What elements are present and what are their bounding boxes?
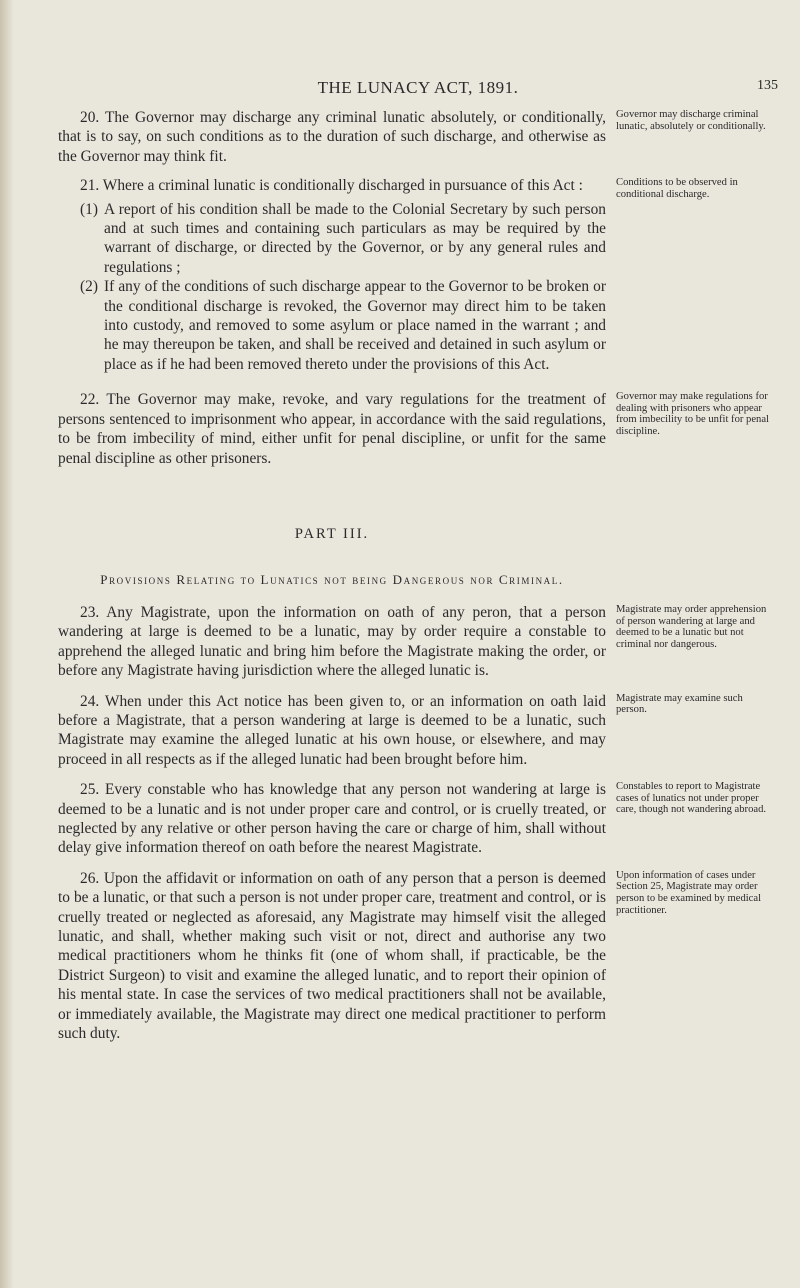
section-26	[58, 869, 778, 1044]
marginal-note: Governor may make regulations for dealing with prisoners who appear from imbecility to be unfit for penal discipline.	[616, 391, 769, 438]
section-23	[58, 603, 778, 681]
section-20	[58, 108, 778, 166]
list-item-number: (2)	[80, 278, 98, 296]
section-text: 24. When under this Act notice has been given to, or an information on oath laid before a Magistrate, that a person wandering at large is deemed to be a lunatic, such Magistrate may examine the alleged lunatic at his own house, or elsewhere, and may proceed in all respects as if the alleged lunatic had been brought before him.	[58, 692, 606, 768]
part-title: PART III.	[294, 525, 370, 542]
section-21	[58, 176, 778, 380]
marginal-note: Upon information of cases under Section 25, Magistrate may order person to be examined by medical practitioner.	[616, 869, 762, 916]
section-text: 22. The Governor may make, revoke, and vary regulations for the treatment of persons sentenced to imprisonment who appear, in accordance with the said regulations, to be from imbecility of mind, either unfit for penal discipline, or unfit for the same penal discipline as other prisoners.	[58, 391, 606, 467]
section-22	[58, 390, 778, 468]
running-title: THE LUNACY ACT, 1891.	[317, 78, 519, 97]
list-item-number: (1)	[80, 200, 98, 218]
list-item-text: A report of his condition shall be made to the Colonial Secretary by such person and at such times and containing such particulars as may be required by the warrant of discharge, or directed by the Governor, or by any general rules and regulations ;	[104, 200, 606, 276]
section-text: 25. Every constable who has knowledge that any person not wandering at large is deemed to be a lunatic and is not under proper care and control, or is cruelly treated, or neglected by any relative or other person having the care or charge of him, shall without delay give information thereof on oath before the nearest Magistrate.	[58, 781, 606, 857]
list-item-text: If any of the conditions of such discharge appear to the Governor to be broken or the conditional discharge is revoked, the Governor may direct him to be taken into custody, and removed to some asylum or place named in the warrant ; and he may thereupon be taken, and shall be received and detained in such asylum or place as if he had been removed thereto under the provisions of this Act.	[104, 278, 606, 373]
section-text: 26. Upon the affidavit or information on oath of any person that a person is deemed to be a lunatic, or that such a person is not under proper care, treatment and control, or is cruelly treated or neglected as aforesaid, any Magistrate may himself visit the alleged lunatic, and shall, whether making such visit or not, direct and authorise any two medical practitioners whom he thinks fit (one of whom shall, if practicable, be the District Surgeon) to visit and examine the alleged lunatic, and to report their opinion of his mental state. In case the services of two medical practitioners shall not be available, or immediately available, the Magistrate may direct one medical practitioner to perform such duty.	[58, 869, 606, 1043]
book-spine-shadow	[0, 0, 14, 1288]
section-24	[58, 692, 778, 770]
section-text: 23. Any Magistrate, upon the information on oath of any peron, that a person wandering at large is deemed to be a lunatic, may by order require a constable to apprehend the alleged lunatic and bring him before the Magistrate making the order, or before any Magistrate having jurisdiction where the alleged lunatic is.	[58, 603, 606, 680]
marginal-note: Conditions to be observed in conditional discharge.	[616, 177, 738, 200]
marginal-note: Constables to report to Magistrate cases of lunatics not under proper care, though not wandering abroad.	[616, 781, 767, 816]
section-text: 20. The Governor may discharge any criminal lunatic absolutely, or conditionally, that is to say, on such conditions as to the duration of such discharge, and otherwise as the Governor may think fit.	[58, 109, 606, 165]
marginal-note: Magistrate may order apprehension of person wandering at large and deemed to be a lunatic but not criminal nor dangerous.	[616, 603, 767, 650]
list-item	[80, 277, 606, 374]
document-page	[58, 78, 778, 1043]
section-25	[58, 780, 778, 858]
marginal-note: Governor may discharge criminal lunatic, absolutely or conditionally.	[616, 109, 766, 132]
page-number: 135	[757, 78, 778, 93]
part-heading: Provisions Relating to Lunatics not being Dangerous nor Criminal.	[100, 571, 564, 587]
section-text: 21. Where a criminal lunatic is conditionally discharged in pursuance of this Act :	[80, 177, 583, 195]
marginal-note: Magistrate may examine such person.	[616, 692, 743, 716]
condition-list	[58, 200, 606, 375]
page-header	[58, 78, 778, 108]
list-item	[80, 200, 606, 278]
